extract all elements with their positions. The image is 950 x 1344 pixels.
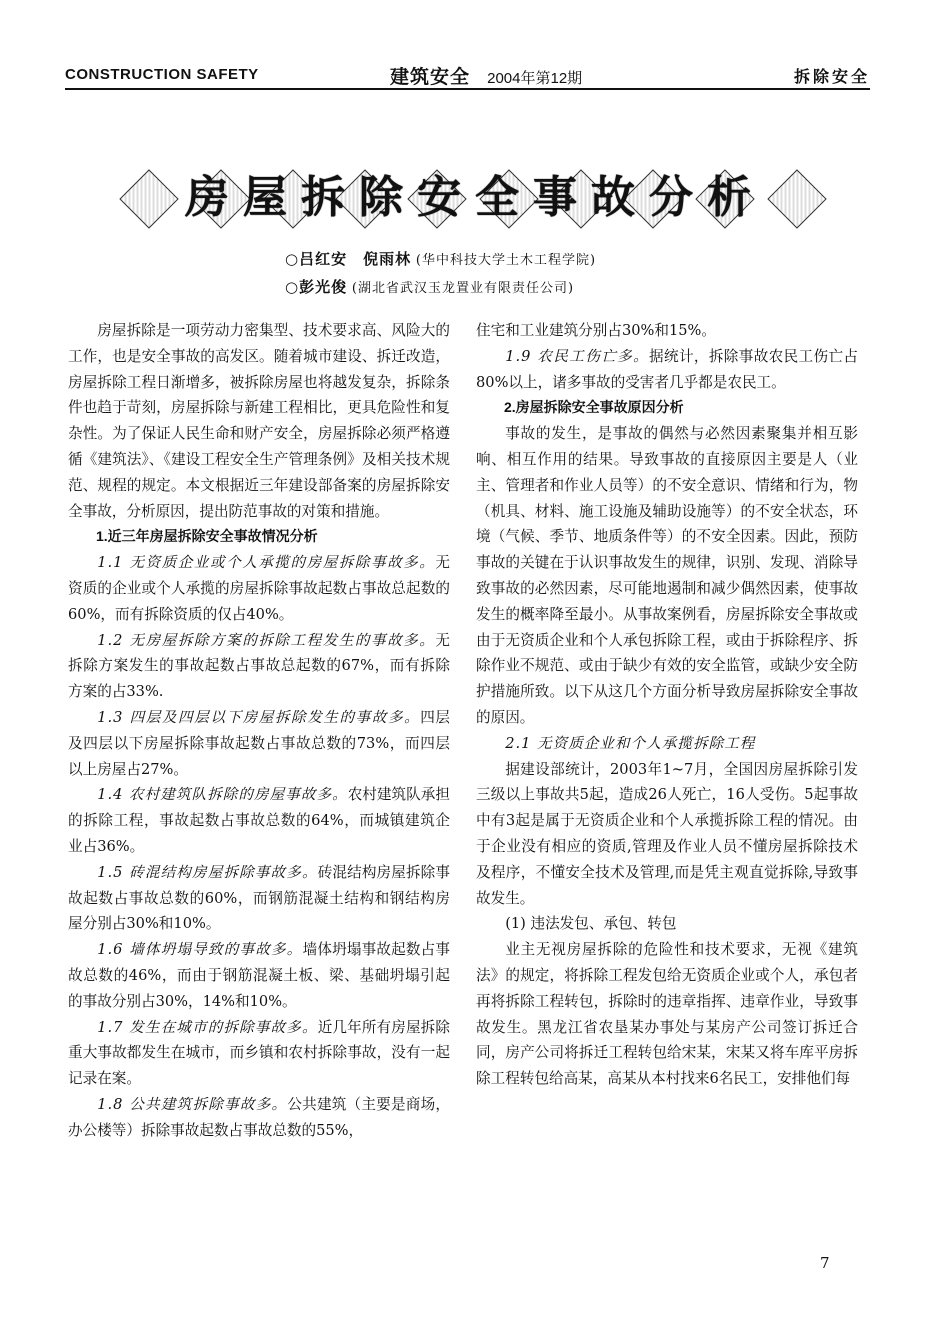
subsection-text: 据统计，拆除事故农民工伤亡占80%以上，诸多事故的受害者几乎都是农民工。 [476,347,858,391]
subsection-lead: 1.5 砖混结构房屋拆除事故多。 [97,863,318,881]
author-names: ○吕红安 倪雨林 [285,250,412,268]
subsection-text: 四层及四层以下房屋拆除事故起数占事故总数的73%，而四层以上房屋占27%。 [68,708,450,778]
body-paragraph: (1) 违法发包、承包、转包 [505,915,677,933]
author-block [285,246,596,302]
subsection-lead: 1.2 无房屋拆除方案的拆除工程发生的事故多。 [97,631,436,649]
subsection-text: 公共建筑（主要是商场，办公楼等）拆除事故起数占事故总数的55%， [68,1095,450,1139]
left-column [68,318,450,1144]
page-number: 7 [820,1254,830,1272]
section-heading: 2.房屋拆除安全事故原因分析 [504,399,684,416]
subsection-paragraph [68,937,450,1014]
body-paragraph: 据建设部统计，2003年1~7月，全国因房屋拆除引发三级以上事故共5起，造成26人死亡，16人受伤。5起事故中有3起是属于无资质企业和个人承揽拆除工程的情况。由于企业没有相应的资质,管理及作业人员不懂房屋拆除技术及程序，不懂安全技术及管理,而是凭主观直觉拆除,导致事故发生。 [476,760,858,907]
subsection-text: 无资质的企业或个人承揽的房屋拆除事故起数占事故总起数的60%，而有拆除资质的仅占40%。 [68,554,450,623]
subsection-text: 农村建筑队承担的拆除工程，事故起数占事故总数的64%，而城镇建筑企业占36%。 [68,786,450,855]
header-issue: 2004年第12期 [487,70,583,87]
subsection-lead: 1.7 发生在城市的拆除事故多。 [97,1018,318,1036]
subsection-paragraph [68,1015,450,1092]
running-header [65,62,870,90]
body-paragraph: 业主无视房屋拆除的危险性和技术要求，无视《建筑法》的规定，将拆除工程发包给无资质企业或个人，承包者再将拆除工程转包，拆除时的违章指挥、违章作业，导致事故发生。黑龙江省农垦某办事处与某房产公司签订拆迁合同，房产公司将拆迁工程转包给宋某，宋某又将车库平房拆除工程转包给高某，高某从本村找来6名民工，安排他们每 [476,941,858,1088]
subsection-paragraph [68,628,450,705]
header-journal-logo: 建筑安全 [390,66,471,88]
subsection-lead: 1.8 公共建筑拆除事故多。 [97,1095,288,1113]
section-heading: 1.近三年房屋拆除安全事故情况分析 [96,528,318,545]
author-line [285,246,596,274]
header-journal-english: CONSTRUCTION SAFETY [65,66,259,83]
subsection-lead: 2.1 无资质企业和个人承揽拆除工程 [505,734,756,752]
article-title: 房屋拆除安全事故分析 [185,172,765,223]
body-paragraph: 事故的发生，是事故的偶然与必然因素聚集并相互影响、相互作用的结果。导致事故的直接原因主要是人（业主、管理者和作业人员等）的不安全意识、情绪和行为，物（机具、材料、施工设施及辅助设施等）的不安全状态，环境（气候、季节、地质条件等）的不安全因素。因此，预防事故的关键在于认识事故发生的规律，识别、发现、消除导致事故的必然因素，尽可能地遏制和减少偶然因素，使事故发生的概率降至最小。从事故案例看，房屋拆除安全事故或由于无资质企业和个人承包拆除工程，或由于拆除程序、拆除作业不规范、或由于缺少有效的安全监管，或缺少安全防护措施所致。以下从这几个方面分析导致房屋拆除安全事故的原因。 [476,425,858,726]
subsection-lead: 1.9 农民工伤亡多。 [505,347,650,365]
header-section: 拆除安全 [793,67,870,86]
right-column [476,318,858,1092]
subsection-lead: 1.6 墙体坍塌导致的事故多。 [97,941,303,959]
subsection-text: 近几年所有房屋拆除重大事故都发生在城市，而乡镇和农村拆除事故，没有一起记录在案。 [68,1018,450,1088]
subsection-text: 无拆除方案发生的事故起数占事故总起数的67%，而有拆除方案的占33%. [68,631,450,701]
author-line [285,274,596,302]
subsection-paragraph [68,1092,450,1144]
subsection-paragraph [476,344,858,396]
subsection-paragraph [68,705,450,782]
subsection-lead: 1.1 无资质企业或个人承揽的房屋拆除事故多。 [97,554,436,572]
author-affiliation: (华中科技大学土木工程学院) [415,253,597,268]
subsection-paragraph [68,782,450,859]
subsection-lead: 1.4 农村建筑队拆除的房屋事故多。 [97,786,348,804]
subsection-paragraph [68,550,450,627]
subsection-paragraph [68,860,450,937]
body-paragraph: 住宅和工业建筑分别占30%和15%。 [476,322,716,339]
article-title-block [100,158,850,228]
header-center [390,62,582,89]
body-paragraph: 房屋拆除是一项劳动力密集型、技术要求高、风险大的工作，也是安全事故的高发区。随着城市建设、拆迁改造，房屋拆除工程日渐增多，被拆除房屋也将越发复杂，拆除条件也趋于苛刻，房屋拆除与新建工程相比，更具危险性和复杂性。为了保证人民生命和财产安全，房屋拆除必须严格遵循《建筑法》、《建设工程安全生产管理条例》及相关技术规范、规程的规定。本文根据近三年建设部备案的房屋拆除安全事故，分析原因，提出防范事故的对策和措施。 [68,322,450,520]
subsection-lead: 1.3 四层及四层以下房屋拆除发生的事故多。 [97,708,421,726]
subsection-paragraph [476,731,858,757]
subsection-text: 砖混结构房屋拆除事故起数占事故总数的60%，而钢筋混凝土结构和钢结构房屋分别占30%和10%。 [68,863,450,933]
author-names: ○彭光俊 [285,278,348,296]
author-affiliation: (湖北省武汉玉龙置业有限责任公司) [351,281,575,296]
subsection-text: 墙体坍塌事故起数占事故总数的46%，而由于钢筋混凝土板、梁、基础坍塌引起的事故分别占30%，14%和10%。 [68,941,450,1010]
